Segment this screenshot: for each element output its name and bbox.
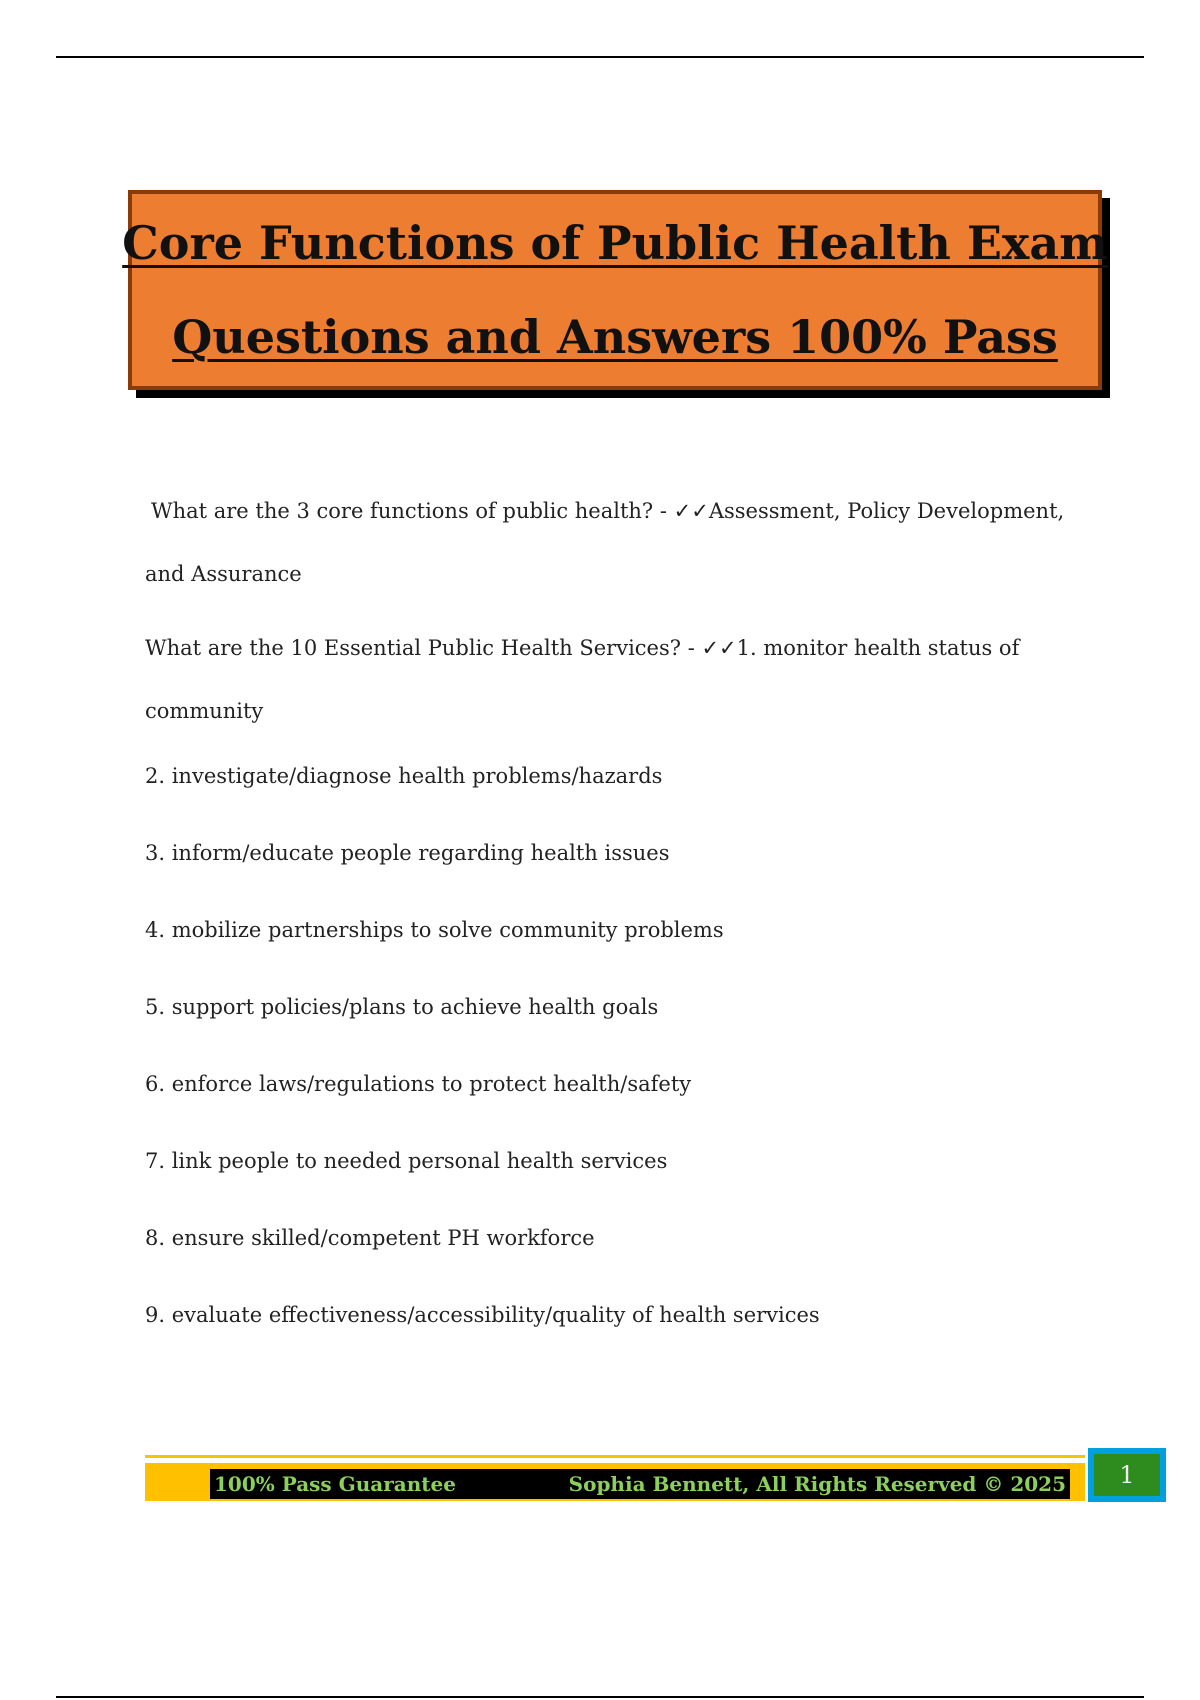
qa-answer-continuation: community bbox=[145, 699, 264, 723]
service-item: 9. evaluate effectiveness/accessibility/quality of health services bbox=[145, 1303, 820, 1327]
bottom-rule bbox=[56, 1696, 1144, 1698]
service-item: 8. ensure skilled/competent PH workforce bbox=[145, 1226, 595, 1250]
service-item: 2. investigate/diagnose health problems/hazards bbox=[145, 764, 663, 788]
footer-copyright: Sophia Bennett, All Rights Reserved © 2025 bbox=[568, 1472, 1066, 1496]
service-item: 4. mobilize partnerships to solve community problems bbox=[145, 918, 724, 942]
footer-text-band bbox=[210, 1469, 1070, 1499]
footer-guarantee: 100% Pass Guarantee bbox=[214, 1472, 456, 1496]
qa-item-core-functions bbox=[145, 480, 1085, 606]
page-number-box bbox=[1088, 1448, 1166, 1502]
service-item: 6. enforce laws/regulations to protect health/safety bbox=[145, 1072, 692, 1096]
top-rule bbox=[56, 56, 1144, 58]
service-item: 5. support policies/plans to achieve health goals bbox=[145, 995, 659, 1019]
service-item: 7. link people to needed personal health services bbox=[145, 1149, 668, 1173]
service-item: 3. inform/educate people regarding health issues bbox=[145, 841, 670, 865]
document-title-line-1: Core Functions of Public Health Exam bbox=[122, 216, 1108, 270]
document-title-line-2: Questions and Answers 100% Pass bbox=[172, 310, 1058, 364]
title-box bbox=[122, 190, 1108, 390]
qa-question: What are the 10 Essential Public Health Services? - ✓✓1. monitor health status of bbox=[145, 636, 1020, 660]
title-banner bbox=[122, 190, 1108, 390]
qa-item-essential-services bbox=[145, 617, 1085, 743]
footer-rule bbox=[145, 1455, 1085, 1458]
page-number: 1 bbox=[1094, 1454, 1160, 1496]
document-body bbox=[145, 480, 1085, 1370]
page-footer bbox=[145, 1455, 1085, 1505]
qa-question: What are the 3 core functions of public health? - ✓✓Assessment, Policy Development, bbox=[151, 499, 1065, 523]
qa-answer-continuation: and Assurance bbox=[145, 562, 302, 586]
